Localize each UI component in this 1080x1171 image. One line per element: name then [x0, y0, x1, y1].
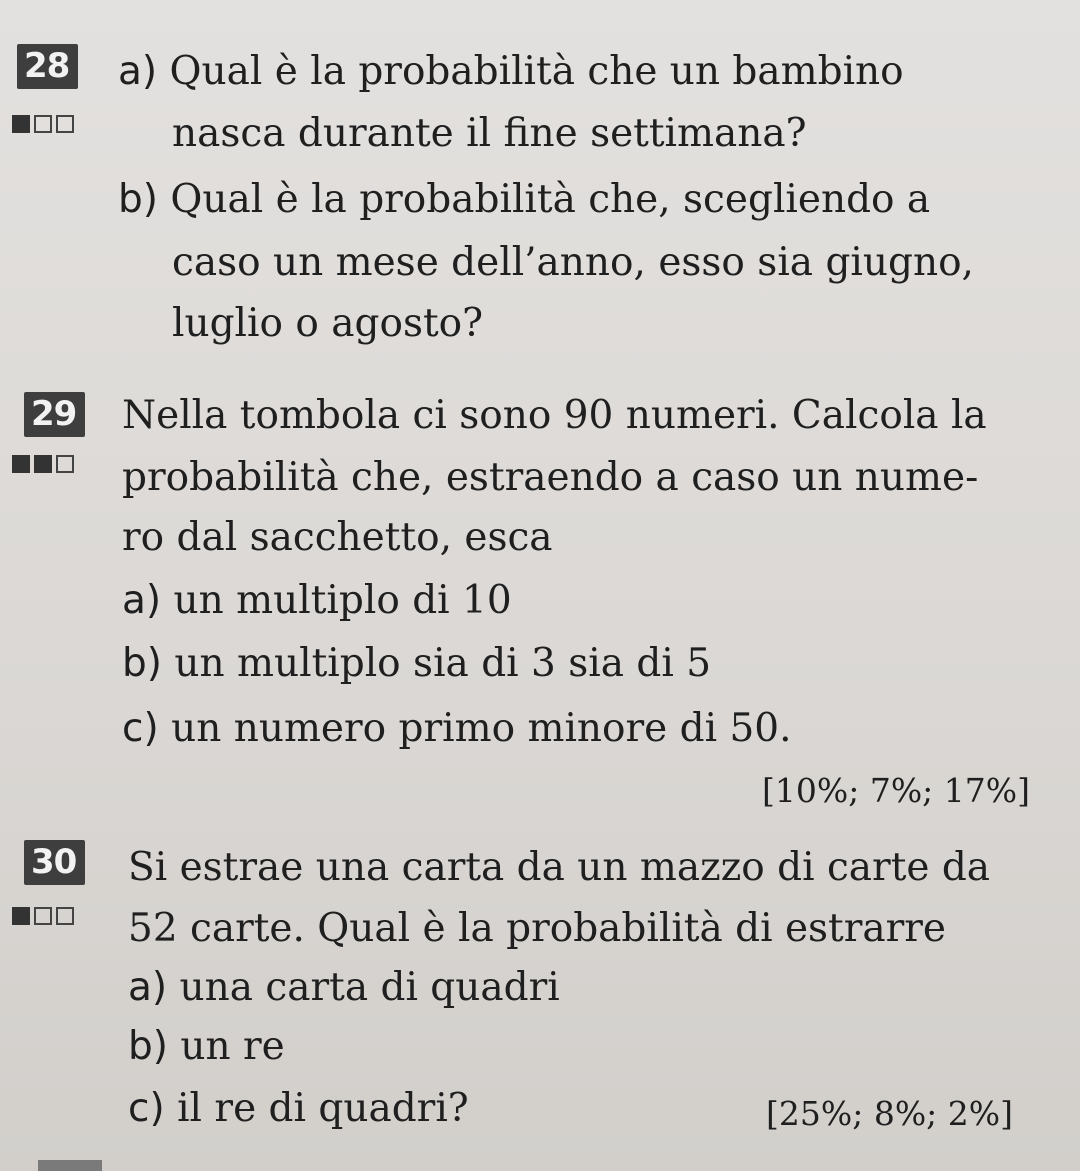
item-label: b)	[122, 641, 162, 686]
answer-key: [25%; 8%; 2%]	[766, 1094, 1014, 1133]
difficulty-indicator	[12, 455, 74, 473]
difficulty-square-filled	[12, 115, 30, 133]
question-item: b) un multiplo sia di 3 sia di 5	[122, 641, 712, 686]
question-text: Si estrae una carta da un mazzo di carte da	[128, 845, 991, 890]
question-text: Nella tombola ci sono 90 numeri. Calcola la	[122, 393, 987, 438]
exercise-number: 29	[24, 392, 85, 437]
item-label: c)	[128, 1086, 165, 1131]
exercise-number: 30	[24, 840, 85, 885]
difficulty-square-empty	[34, 115, 52, 133]
item-label: b)	[128, 1024, 168, 1069]
question-item: c) il re di quadri?	[128, 1086, 469, 1131]
question-item: b) un re	[128, 1024, 285, 1069]
item-label: a)	[118, 49, 158, 94]
question-text: nasca durante il fine settimana?	[172, 111, 807, 156]
question-text: 52 carte. Qual è la probabilità di estrarre	[128, 906, 946, 951]
question-item: c) un numero primo minore di 50.	[122, 706, 792, 751]
difficulty-square-filled	[34, 455, 52, 473]
item-label: a)	[122, 578, 162, 623]
question-item: a) un multiplo di 10	[122, 578, 512, 623]
difficulty-square-empty	[56, 455, 74, 473]
question-text: b) Qual è la probabilità che, scegliendo a	[118, 177, 931, 222]
difficulty-square-empty	[56, 907, 74, 925]
difficulty-square-filled	[12, 907, 30, 925]
exercise-number: 28	[17, 44, 78, 89]
difficulty-square-filled	[12, 455, 30, 473]
question-text: probabilità che, estraendo a caso un nume-	[122, 455, 979, 500]
next-exercise-marker	[38, 1160, 102, 1171]
difficulty-square-empty	[56, 115, 74, 133]
question-item: a) una carta di quadri	[128, 965, 560, 1010]
answer-key: [10%; 7%; 17%]	[762, 771, 1031, 810]
difficulty-indicator	[12, 907, 74, 925]
item-label: b)	[118, 177, 158, 222]
difficulty-indicator	[12, 115, 74, 133]
question-text: caso un mese dell’anno, esso sia giugno,	[172, 240, 974, 285]
difficulty-square-empty	[34, 907, 52, 925]
item-label: a)	[128, 965, 168, 1010]
question-text: ro dal sacchetto, esca	[122, 515, 553, 560]
question-text: a) Qual è la probabilità che un bambino	[118, 49, 904, 94]
item-label: c)	[122, 706, 159, 751]
question-text: luglio o agosto?	[172, 301, 484, 346]
